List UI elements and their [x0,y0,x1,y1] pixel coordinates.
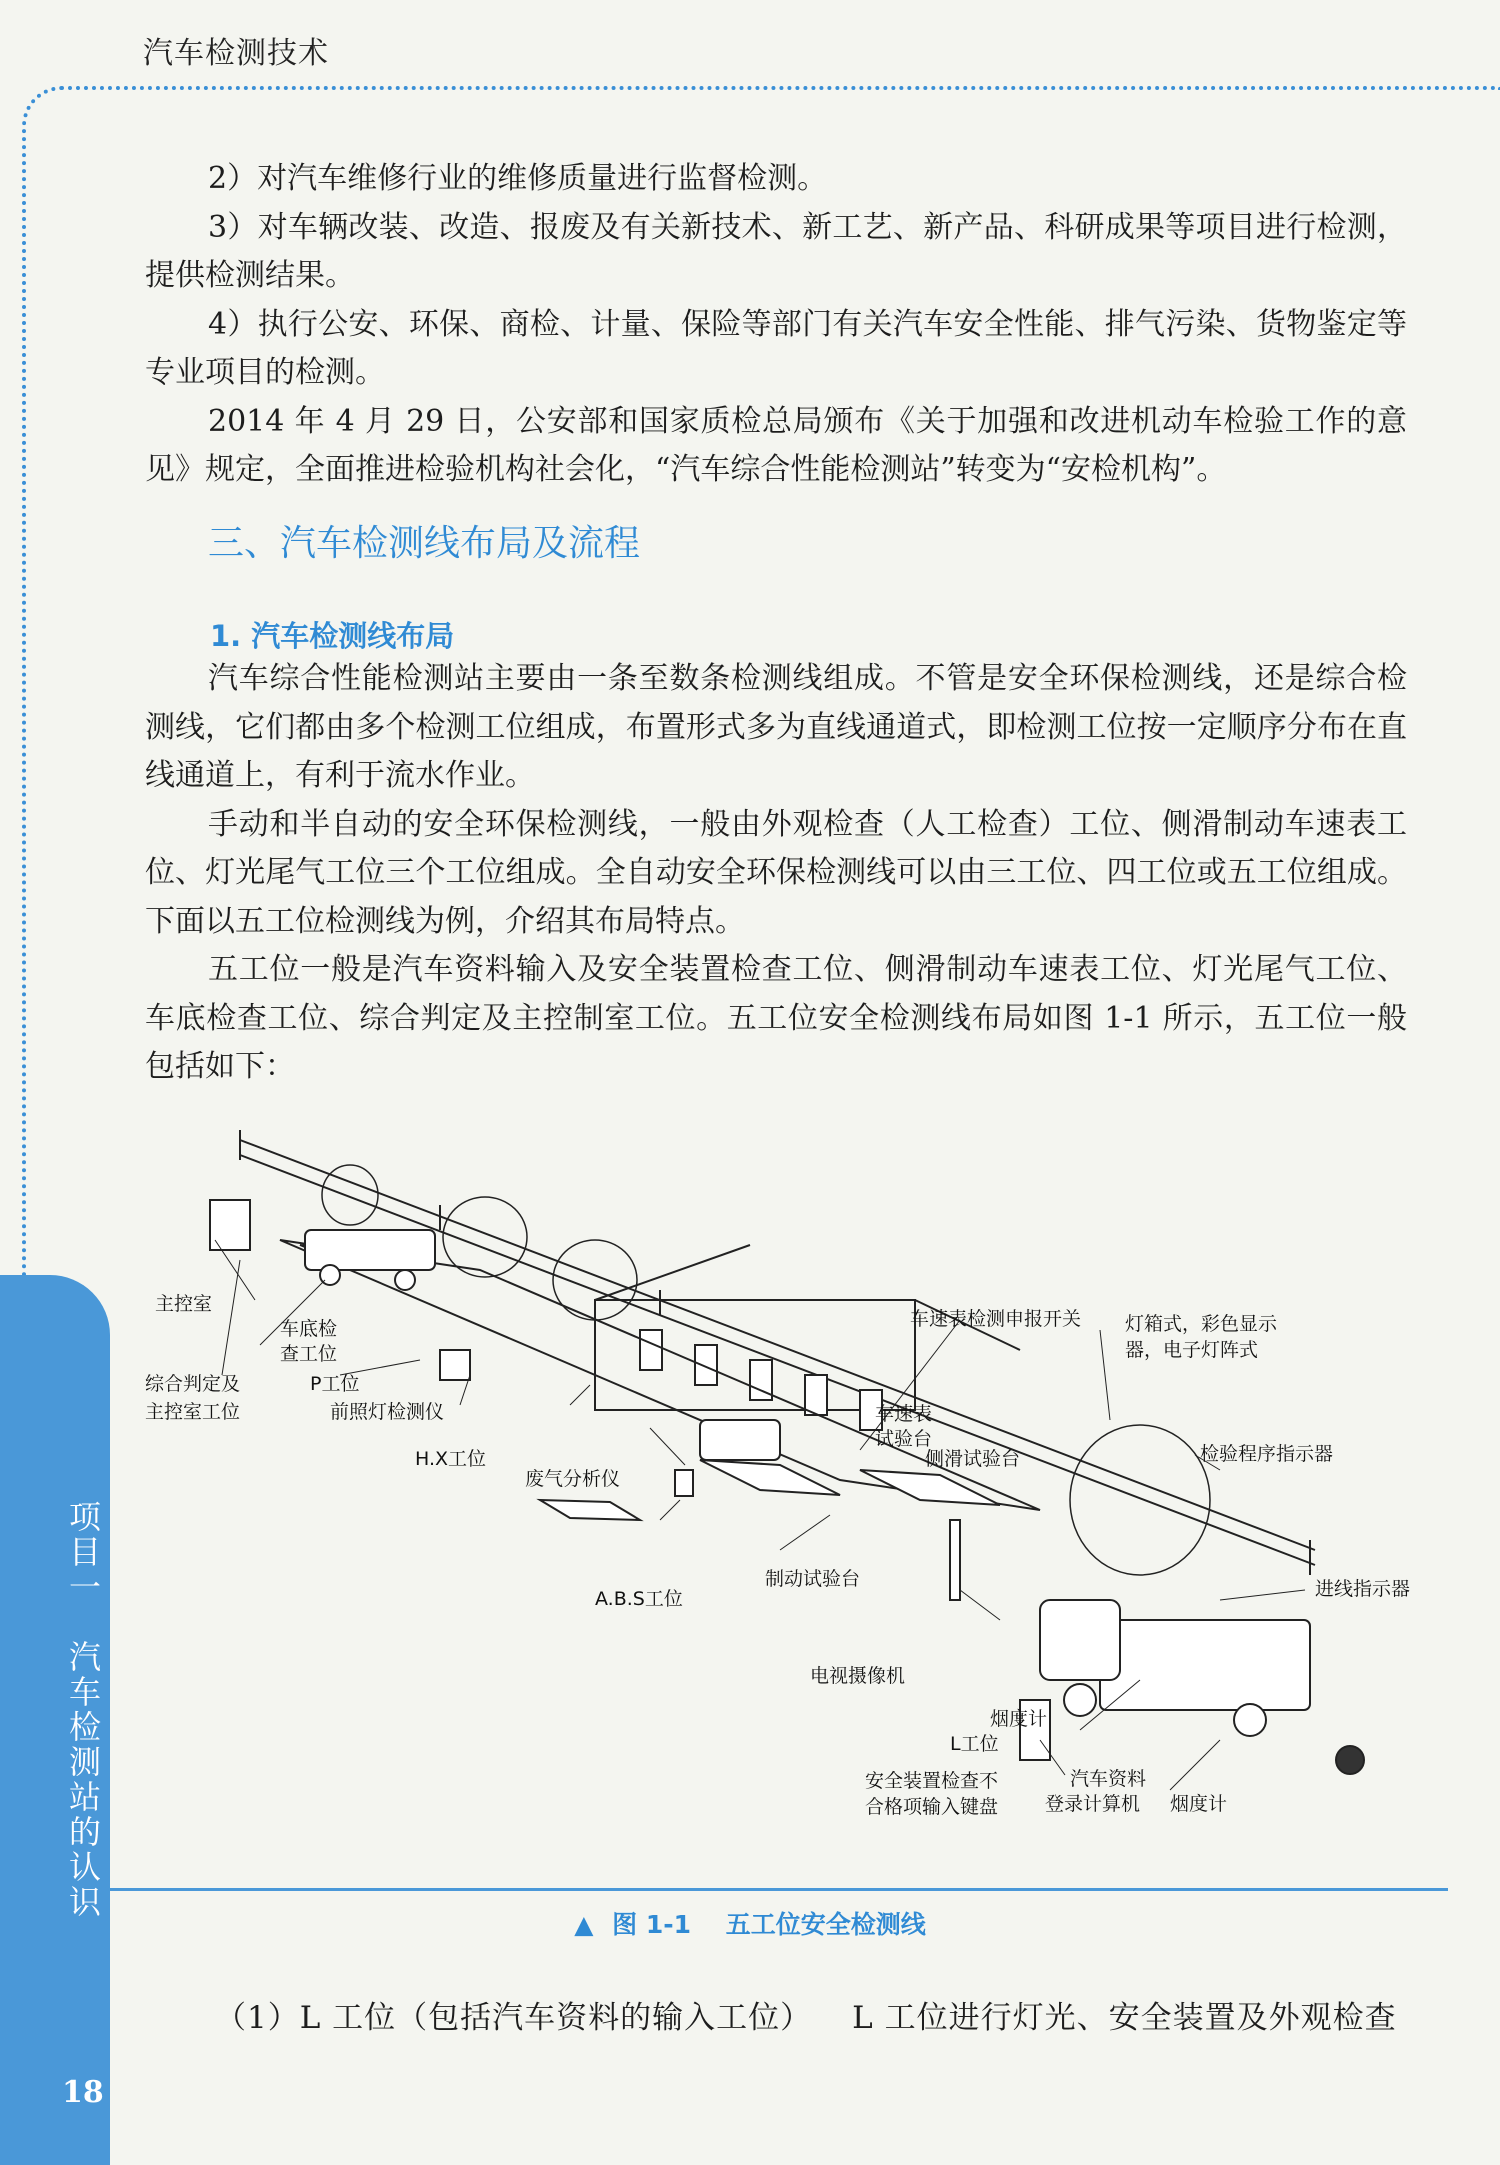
figure-caption [0,1905,1500,1941]
paragraph: 汽车综合性能检测站主要由一条至数条检测线组成。不管是安全环保检测线，还是综合检测线，它们都由多个检测工位组成，布置形式多为直线通道式，即检测工位按一定顺序分布在直线通道上，有利于流水作业。 [145,661,1407,793]
label-camera: 电视摄像机 [810,1665,906,1687]
label-keyboard: 安全装置检查不 [865,1770,999,1792]
label-smoke-meter: 烟度计 [990,1708,1048,1730]
caption-triangle-icon: ▲ [574,1910,594,1939]
figure-rule [110,1888,1448,1891]
label-p-station: P工位 [310,1373,360,1395]
floor-track [280,1240,1040,1520]
page-number: 18 [62,2075,104,2110]
layout-text [145,655,1407,1092]
inspection-line-diagram [140,1120,1430,1840]
label-exhaust: 废气分析仪 [525,1468,621,1490]
label-speed-switch: 车速表检测申报开关 [910,1308,1082,1330]
label-abs: A.B.S工位 [595,1588,683,1610]
side-tab-label: 项目一 汽车检测站的认识 [64,1500,102,1920]
label-judgement: 综合判定及 [145,1373,241,1395]
label-computer: 汽车资料 [1070,1768,1147,1790]
label-entry-indicator: 进线指示器 [1315,1578,1411,1600]
paragraph-l-station [215,1992,1397,2037]
intro-text [145,155,1407,495]
label-underbody-2: 查工位 [280,1343,338,1365]
figure-labels [145,1293,1410,1818]
paragraph: 3）对车辆改装、改造、报废及有关新技术、新工艺、新产品、科研成果等项目进行检测，提供检测结果。 [145,209,1407,293]
label-underbody: 车底检 [280,1318,338,1340]
caption-title: 五工位安全检测线 [725,1910,926,1939]
caption-number: 图 1-1 [612,1910,692,1939]
label-keyboard-2: 合格项输入键盘 [865,1796,999,1818]
label-lightbox-2: 器，电子灯阵式 [1125,1339,1259,1361]
section-heading: 三、汽车检测线布局及流程 [208,523,641,564]
l-station-heading: （1）L 工位（包括汽车资料的输入工位） [215,2000,813,2036]
label-main-control: 主控室 [155,1293,213,1315]
label-sideslip: 侧滑试验台 [925,1448,1021,1470]
paragraph: 2）对汽车维修行业的维修质量进行监督检测。 [208,161,828,196]
paragraph: 2014 年 4 月 29 日，公安部和国家质检总局颁布《关于加强和改进机动车检验工作的意见》规定，全面推进检验机构社会化，“汽车综合性能检测站”转变为“安检机构”。 [145,403,1407,487]
label-smoke-meter-2: 烟度计 [1170,1793,1228,1815]
paragraph: 手动和半自动的安全环保检测线，一般由外观检查（人工检查）工位、侧滑制动车速表工位、灯光尾气工位三个工位组成。全自动安全环保检测线可以由三工位、四工位或五工位组成。下面以五工位检测线为例，介绍其布局特点。 [145,806,1407,939]
label-speedometer: 车速表 [875,1403,933,1425]
label-hx-station: H.X工位 [415,1448,487,1470]
label-brake: 制动试验台 [765,1568,861,1590]
label-headlight: 前照灯检测仪 [330,1401,445,1423]
label-speedometer-2: 试验台 [875,1428,933,1450]
label-l-station: L工位 [950,1733,999,1755]
paragraph: 五工位一般是汽车资料输入及安全装置检查工位、侧滑制动车速表工位、灯光尾气工位、车底检查工位、综合判定及主控制室工位。五工位安全检测线布局如图 1-1 所示，五工位一般包括如下： [145,952,1407,1084]
running-title: 汽车检测技术 [143,36,329,71]
sub-heading: 1. 汽车检测线布局 [210,619,455,653]
label-judgement-2: 主控室工位 [145,1401,241,1423]
label-program-indicator: 检验程序指示器 [1200,1443,1334,1465]
inspection-line-figure [140,1120,1430,1840]
label-computer-2: 登录计算机 [1045,1793,1141,1815]
label-lightbox: 灯箱式，彩色显示 [1125,1313,1278,1335]
l-station-text: L 工位进行灯光、安全装置及外观检查 [852,2000,1397,2036]
paragraph: 4）执行公安、环保、商检、计量、保险等部门有关汽车安全性能、排气污染、货物鉴定等专业项目的检测。 [145,306,1407,390]
